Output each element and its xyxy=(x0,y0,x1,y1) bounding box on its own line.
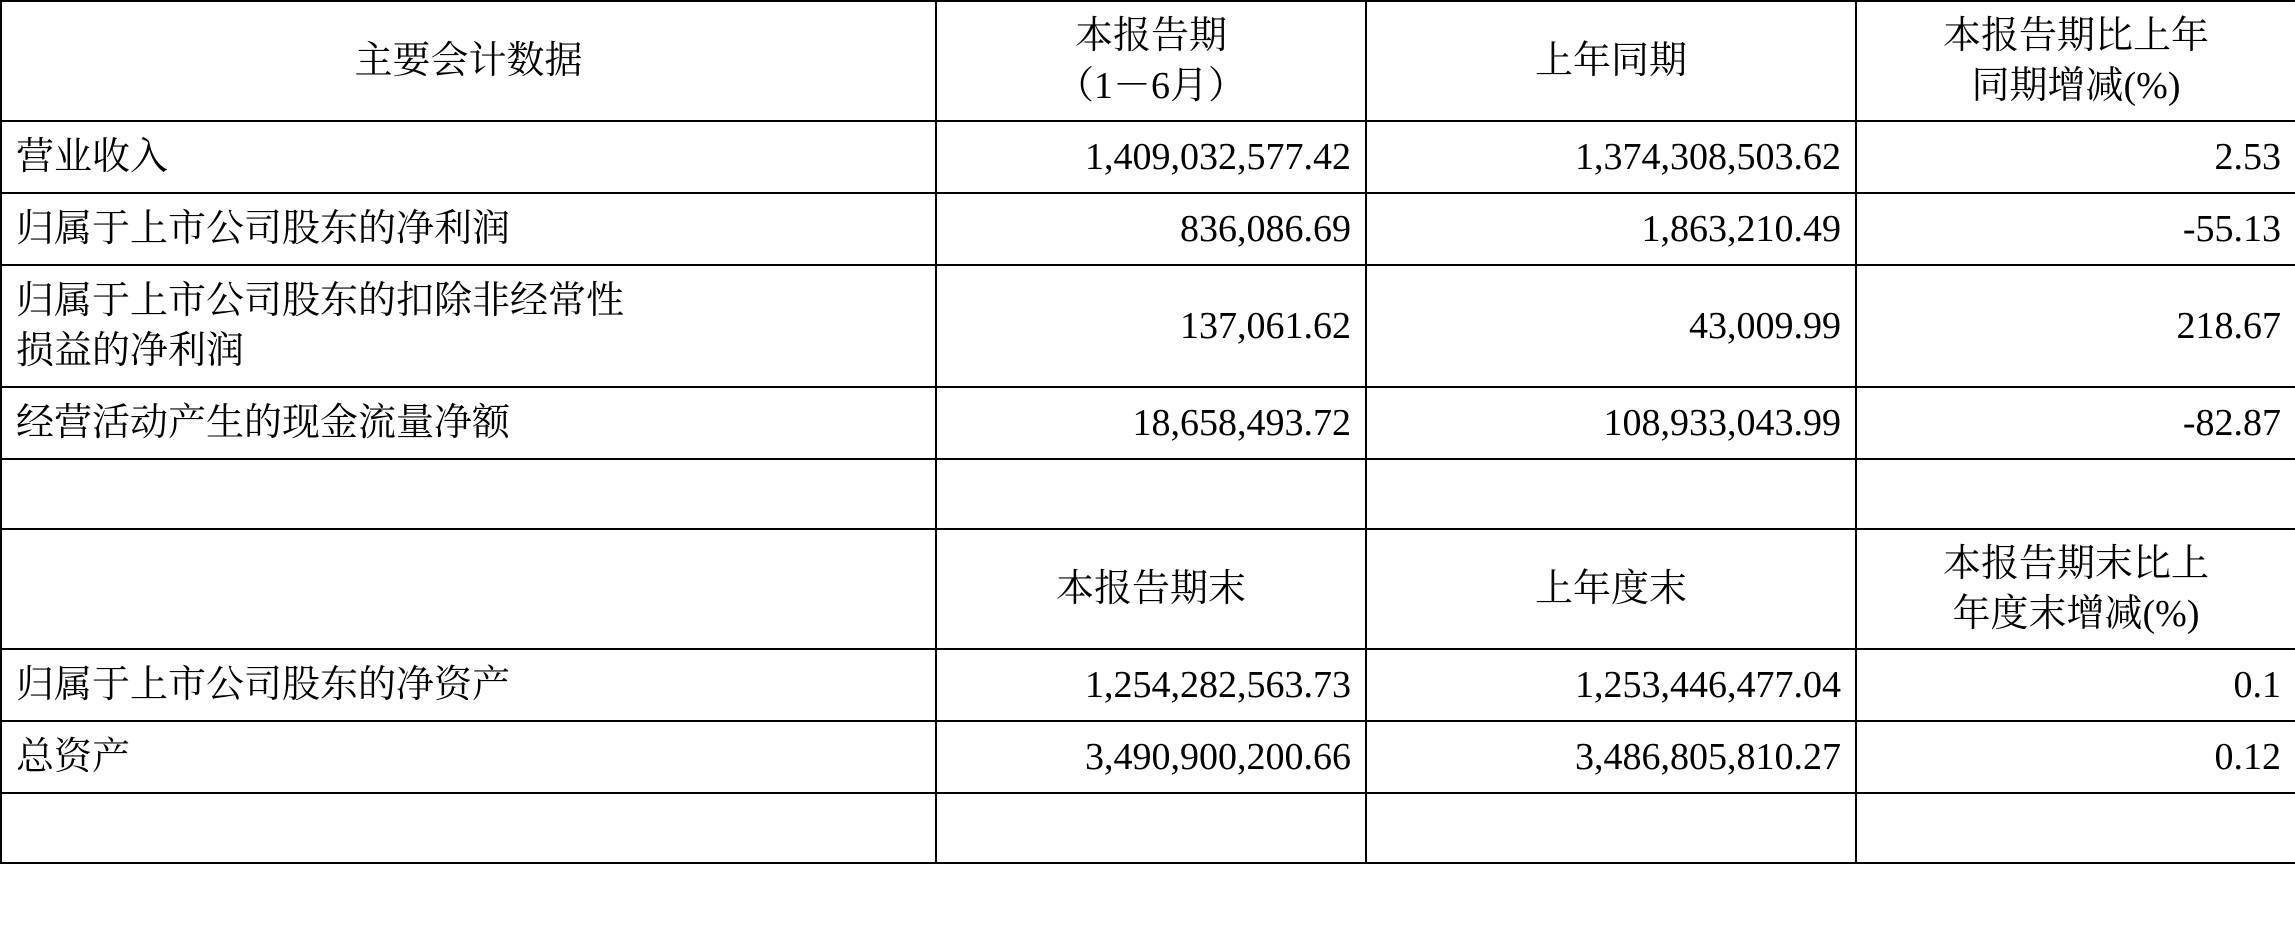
trailing-cell-prior xyxy=(1366,793,1856,863)
row-current-value: 18,658,493.72 xyxy=(936,387,1366,459)
table-row xyxy=(1,193,2295,265)
header-change-percent-line2: 同期增减(%) xyxy=(1971,65,2181,107)
trailing-cell-change xyxy=(1856,793,2295,863)
row-label: 归属于上市公司股东的净资产 xyxy=(1,649,936,721)
table-row xyxy=(1,387,2295,459)
row-label: 总资产 xyxy=(1,721,936,793)
row-change-value: 0.12 xyxy=(1856,721,2295,793)
table-row xyxy=(1,721,2295,793)
header-current-period-line1: 本报告期 xyxy=(1074,14,1227,57)
spacer-cell-label xyxy=(1,459,936,529)
row-current-value: 3,490,900,200.66 xyxy=(936,721,1366,793)
row-current-value: 1,409,032,577.42 xyxy=(936,121,1366,193)
row-label-line2: 损益的净利润 xyxy=(16,330,245,372)
header-change-percent-end-line2: 年度末增减(%) xyxy=(1952,593,2200,635)
spacer-cell-current xyxy=(936,459,1366,529)
header-period-end: 本报告期末 xyxy=(936,529,1366,649)
row-label-line1: 归属于上市公司股东的扣除非经常性 xyxy=(16,279,625,322)
row-label: 归属于上市公司股东的净利润 xyxy=(1,193,936,265)
header-change-percent-end-line1: 本报告期末比上 xyxy=(1942,542,2209,585)
table-row xyxy=(1,121,2295,193)
header-change-percent-end xyxy=(1856,529,2295,649)
header-main-accounting-data: 主要会计数据 xyxy=(1,1,936,121)
row-prior-value: 1,863,210.49 xyxy=(1366,193,1856,265)
trailing-cell-label xyxy=(1,793,936,863)
table-spacer-row xyxy=(1,459,2295,529)
row-label: 经营活动产生的现金流量净额 xyxy=(1,387,936,459)
header-empty-label xyxy=(1,529,936,649)
row-prior-value: 1,374,308,503.62 xyxy=(1366,121,1856,193)
row-change-value: 0.1 xyxy=(1856,649,2295,721)
table-second-header-row xyxy=(1,529,2295,649)
header-current-period-line2: （1－6月） xyxy=(1055,65,1246,107)
header-prior-period: 上年同期 xyxy=(1366,1,1856,121)
row-current-value: 1,254,282,563.73 xyxy=(936,649,1366,721)
header-current-period xyxy=(936,1,1366,121)
row-prior-value: 3,486,805,810.27 xyxy=(1366,721,1856,793)
row-label xyxy=(1,265,936,387)
row-current-value: 137,061.62 xyxy=(936,265,1366,387)
row-change-value: 218.67 xyxy=(1856,265,2295,387)
table-header-row xyxy=(1,1,2295,121)
row-change-value: 2.53 xyxy=(1856,121,2295,193)
row-prior-value: 1,253,446,477.04 xyxy=(1366,649,1856,721)
trailing-cell-current xyxy=(936,793,1366,863)
row-prior-value: 108,933,043.99 xyxy=(1366,387,1856,459)
row-change-value: -55.13 xyxy=(1856,193,2295,265)
header-change-percent-line1: 本报告期比上年 xyxy=(1942,14,2209,57)
row-prior-value: 43,009.99 xyxy=(1366,265,1856,387)
row-label: 营业收入 xyxy=(1,121,936,193)
header-change-percent xyxy=(1856,1,2295,121)
table-trailing-row xyxy=(1,793,2295,863)
table-row xyxy=(1,649,2295,721)
row-change-value: -82.87 xyxy=(1856,387,2295,459)
header-prior-year-end: 上年度末 xyxy=(1366,529,1856,649)
spacer-cell-change xyxy=(1856,459,2295,529)
row-current-value: 836,086.69 xyxy=(936,193,1366,265)
table-row xyxy=(1,265,2295,387)
spacer-cell-prior xyxy=(1366,459,1856,529)
